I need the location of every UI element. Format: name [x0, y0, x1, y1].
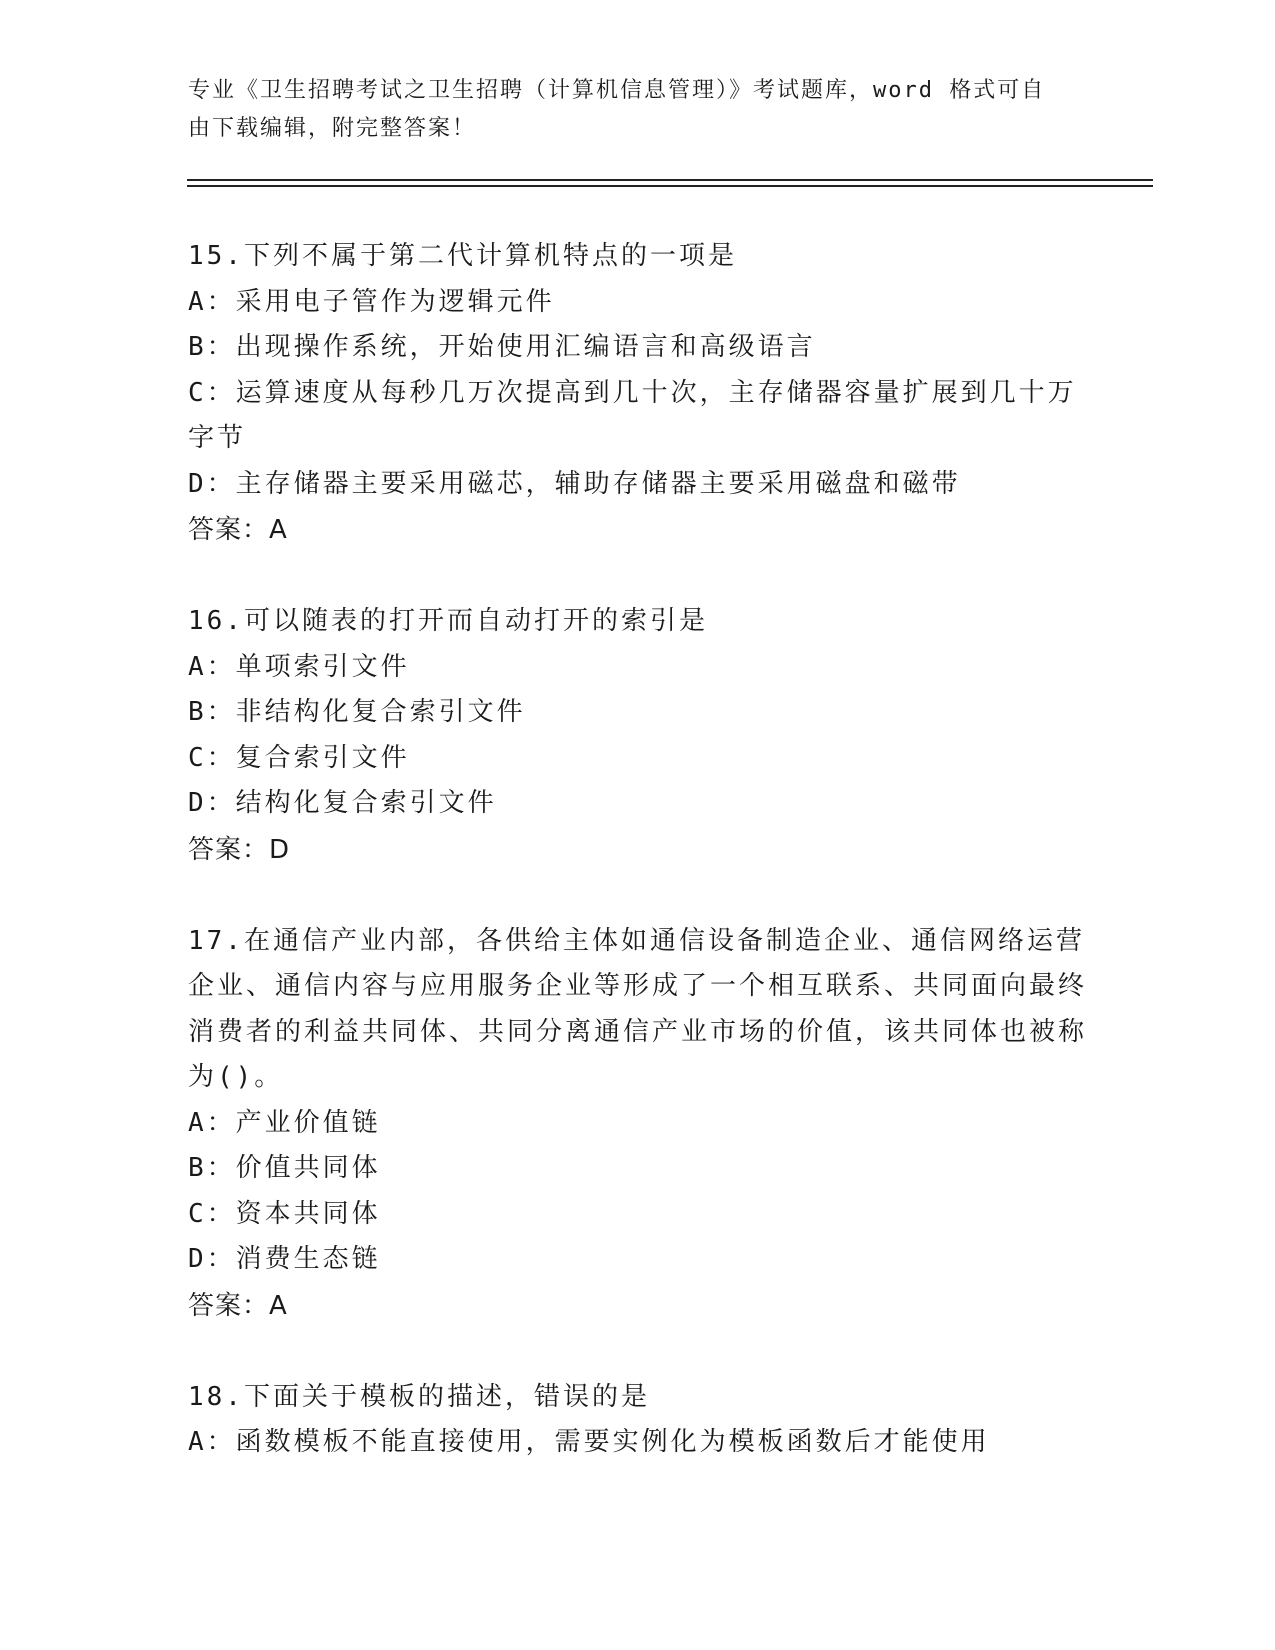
- option-b: B：价值共同体: [188, 1153, 381, 1183]
- question-stem: 15.下列不属于第二代计算机特点的一项是: [188, 241, 737, 271]
- question-17: [188, 919, 1088, 1329]
- answer-label: 答案：A: [188, 515, 288, 545]
- question-16: [188, 599, 1088, 873]
- question-list: [188, 234, 1088, 1512]
- option-c: C：运算速度从每秒几万次提高到几十次，主存储器容量扩展到几十万字节: [188, 377, 1077, 453]
- option-d: D：消费生态链: [188, 1244, 381, 1274]
- question-stem: 18.下面关于模板的描述，错误的是: [188, 1381, 650, 1412]
- option-d: D：结构化复合索引文件: [188, 788, 497, 818]
- header-divider-bottom: [187, 185, 1153, 187]
- question-stem: 17.在通信产业内部，各供给主体如通信设备制造企业、通信网络运营企业、通信内容与应用服务企业等形成了一个相互联系、共同面向最终消费者的利益共同体、共同分离通信产业市场的价值，该共同体也被称为()。: [188, 925, 1088, 1092]
- document-header: 专业《卫生招聘考试之卫生招聘（计算机信息管理）》考试题库，word 格式可自由下载编辑，附完整答案！: [188, 78, 1046, 141]
- header-divider-top: [187, 179, 1153, 181]
- option-a: A：单项索引文件: [188, 651, 410, 682]
- option-d: D：主存储器主要采用磁芯，辅助存储器主要采用磁盘和磁带: [188, 468, 961, 499]
- option-b: B：出现操作系统，开始使用汇编语言和高级语言: [188, 332, 816, 362]
- option-a: A：产业价值链: [188, 1107, 381, 1138]
- question-stem: 16.可以随表的打开而自动打开的索引是: [188, 606, 708, 636]
- option-c: C：资本共同体: [188, 1198, 381, 1229]
- question-18: [188, 1375, 1088, 1466]
- answer-label: 答案：D: [188, 834, 291, 865]
- option-c: C：复合索引文件: [188, 742, 410, 773]
- answer-label: 答案：A: [188, 1290, 288, 1321]
- question-15: [188, 234, 1088, 553]
- option-a: A：函数模板不能直接使用，需要实例化为模板函数后才能使用: [188, 1427, 990, 1457]
- option-a: A：采用电子管作为逻辑元件: [188, 286, 555, 317]
- option-b: B：非结构化复合索引文件: [188, 697, 526, 727]
